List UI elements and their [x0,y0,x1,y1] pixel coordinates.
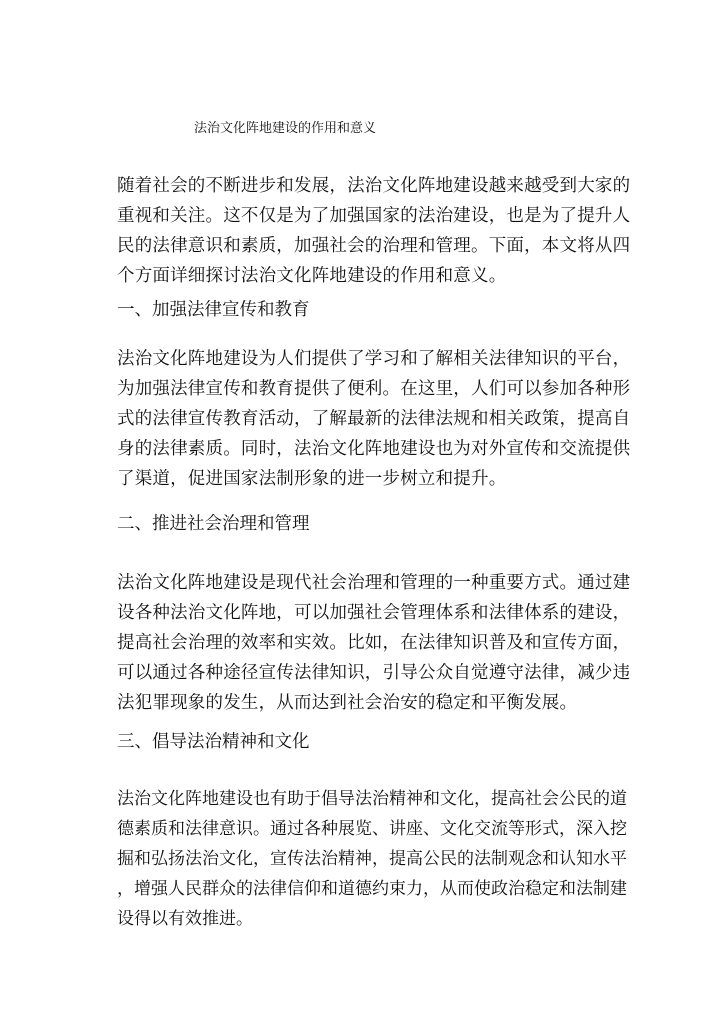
section-heading-1: 一、加强法律宣传和教育 [117,300,310,320]
paragraph-line: 可以通过各种途径宣传法律知识，引导公众自觉遵守法律，减少违 [117,663,631,683]
paragraph-line: 设各种法治文化阵地，可以加强社会管理体系和法律体系的建设， [117,603,631,623]
paragraph-line: 随着社会的不断进步和发展，法治文化阵地建设越来越受到大家的 [117,176,631,196]
paragraph-line: 法犯罪现象的发生，从而达到社会治安的稳定和平衡发展。 [117,693,578,713]
paragraph-line: 设得以有效推进。 [117,909,253,929]
intro-paragraph [117,171,662,291]
section-heading-2: 二、推进社会治理和管理 [117,514,310,534]
paragraph-line: 民的法律意识和素质，加强社会的治理和管理。下面，本文将从四 [117,236,631,256]
paragraph-line: 法治文化阵地建设也有助于倡导法治精神和文化，提高社会公民的道 [117,789,627,809]
paragraph-line: ，增强人民群众的法律信仰和道德约束力，从而使政治稳定和法制建 [117,879,627,899]
paragraph-line: 提高社会治理的效率和实效。比如，在法律知识普及和宣传方面， [117,633,631,653]
section-2-paragraph [117,568,662,718]
paragraph-line: 式的法律宣传教育活动，了解最新的法律法规和相关政策，提高自 [117,409,631,429]
section-1-paragraph [117,344,662,494]
paragraph-line: 为加强法律宣传和教育提供了便利。在这里，人们可以参加各种形 [117,379,631,399]
paragraph-line: 法治文化阵地建设是现代社会治理和管理的一种重要方式。通过建 [117,573,631,593]
paragraph-line: 掘和弘扬法治文化，宣传法治精神，提高公民的法制观念和认知水平 [117,849,627,869]
document-title: 法治文化阵地建设的作用和意义 [194,121,377,136]
section-3-paragraph [117,784,677,934]
paragraph-line: 重视和关注。这不仅是为了加强国家的法治建设，也是为了提升人 [117,206,631,226]
paragraph-line: 法治文化阵地建设为人们提供了学习和了解相关法律知识的平台， [117,349,631,369]
paragraph-line: 身的法律素质。同时，法治文化阵地建设也为对外宣传和交流提供 [117,439,631,459]
paragraph-line: 了渠道，促进国家法制形象的进一步树立和提升。 [117,469,507,489]
section-heading-3: 三、倡导法治精神和文化 [117,732,310,752]
paragraph-line: 个方面详细探讨法治文化阵地建设的作用和意义。 [117,266,507,286]
paragraph-line: 德素质和法律意识。通过各种展览、讲座、文化交流等形式，深入挖 [117,819,627,839]
